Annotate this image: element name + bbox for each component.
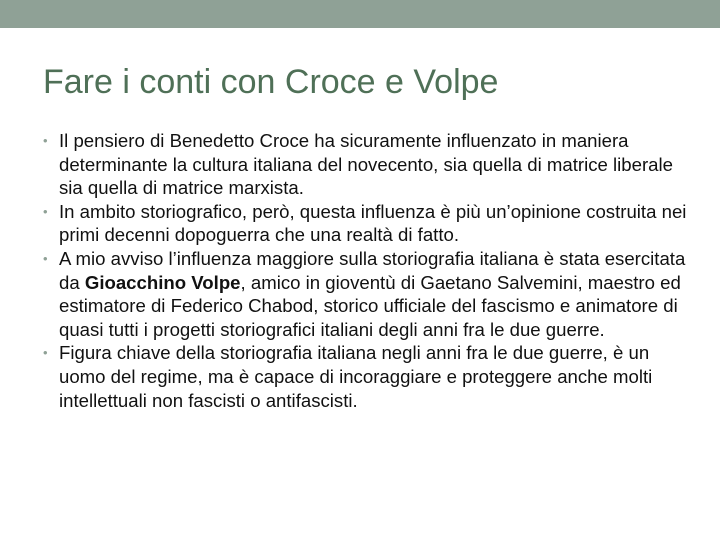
bullet-list: [43, 129, 693, 412]
bullet-text-continued: , amico in gioventù di Gaetano Salvemini, maestro ed estimatore di Federico Chabod, storico ufficiale del fascismo e animatore di quasi tutti i progetti storiografici italiani degli anni fra le due guerre.: [59, 271, 681, 340]
bullet-item: [43, 247, 693, 341]
slide-title: Fare i conti con Croce e Volpe: [43, 63, 499, 101]
bullet-bold-text: Gioacchino Volpe: [84, 271, 241, 293]
bullet-item: [43, 129, 693, 200]
bullet-text: In ambito storiografico, però, questa influenza è più un’opinione costruita nei primi decenni dopoguerra che una realtà di fatto.: [59, 200, 687, 246]
top-decorative-band: [0, 0, 720, 28]
bullet-dot-icon: •: [43, 250, 48, 266]
bullet-dot-icon: •: [43, 345, 48, 361]
bullet-text: Figura chiave della storiografia italiana negli anni fra le due guerre, è un uomo del regime, ma è capace di incoraggiare e proteggere anche molti intellettuali non fascisti o antifascisti.: [59, 342, 653, 411]
bullet-text: Il pensiero di Benedetto Croce ha sicuramente influenzato in maniera determinante la cultura italiana del novecento, sia quella di matrice liberale sia quella di matrice marxista.: [59, 130, 673, 199]
bullet-item: [43, 341, 693, 412]
bullet-dot-icon: •: [43, 203, 48, 219]
bullet-item: [43, 200, 693, 247]
bullet-text: A mio avviso l’influenza maggiore sulla storiografia italiana è stata esercitata da: [59, 247, 686, 293]
bullet-dot-icon: •: [43, 133, 48, 148]
